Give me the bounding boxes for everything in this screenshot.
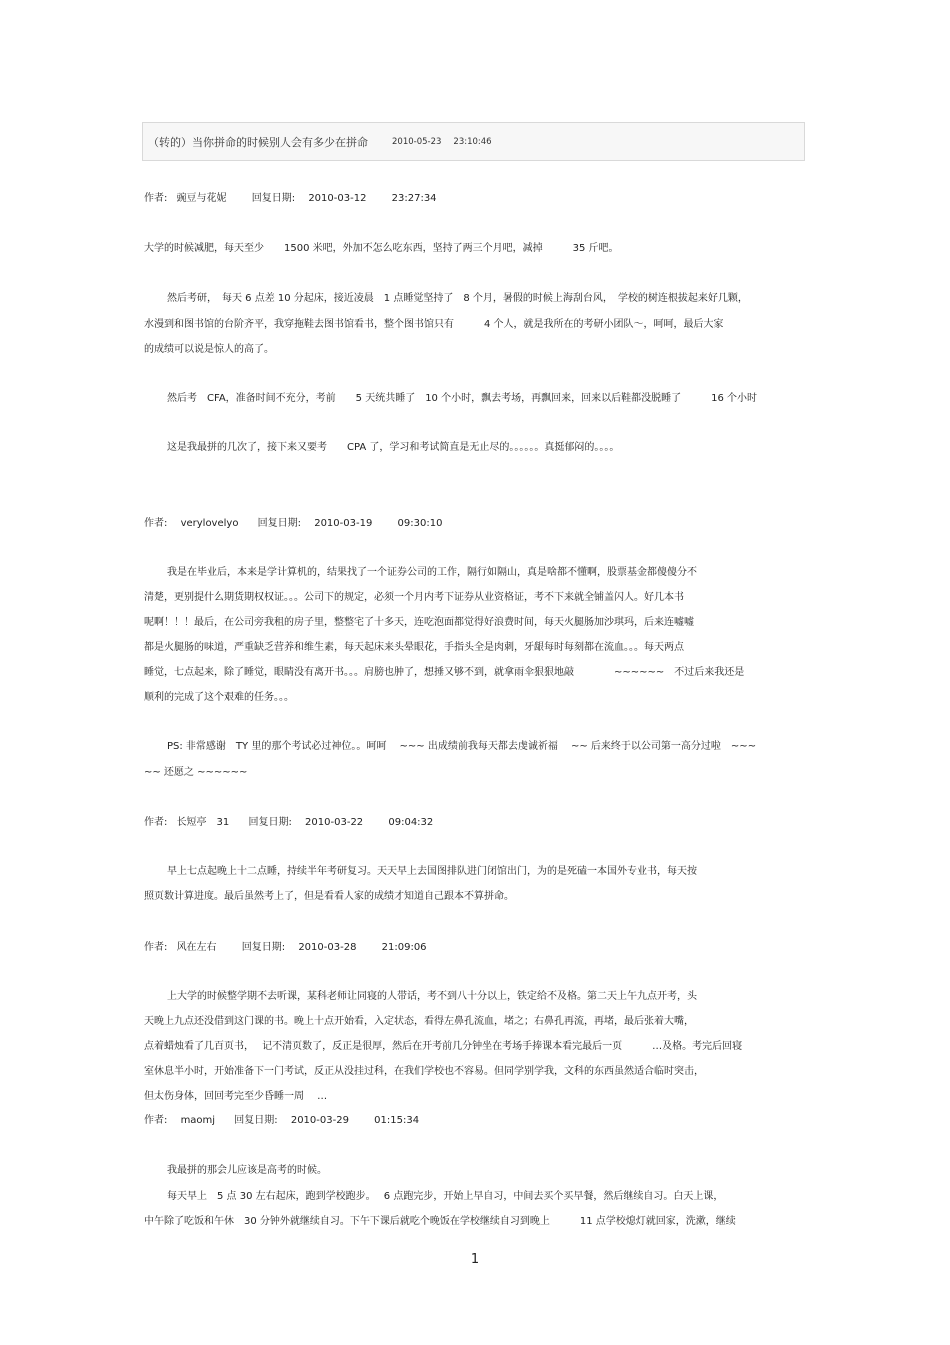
author-label: 作者:	[144, 1115, 168, 1126]
paragraph-line: 呢啊！！！最后，在公司旁我租的房子里，整整宅了十多天，连吃泡面都觉得好浪费时间，每天火腿肠加沙琪玛，后来连嘘嘘	[144, 617, 694, 628]
author-name: 风在左右	[176, 942, 217, 953]
author-label: 作者:	[144, 193, 168, 204]
author-label: 作者:	[144, 942, 168, 953]
post-date: 2010-05-23	[392, 136, 442, 147]
reply-date-label: 回复日期:	[251, 193, 296, 204]
paragraph-line: 上大学的时候整学期不去听课，某科老师让同寝的人带话，考不到八十分以上，铁定给不及格。第二天上午九点开考，头	[167, 991, 697, 1002]
reply-date: 2010-03-22	[305, 817, 364, 828]
paragraph-line: 大学的时候减肥，每天至少 1500 米吧，外加不怎么吃东西，坚持了两三个月吧，减掉 35 斤吧。	[144, 243, 619, 254]
paragraph-line: 早上七点起晚上十二点睡，持续半年考研复习。天天早上去国图排队进门闭馆出门，为的是死磕一本国外专业书，每天按	[167, 866, 697, 877]
paragraph-line: 中午除了吃饭和午休 30 分钟外就继续自习。下午下课后就吃个晚饭在学校继续自习到晚上 11 点学校熄灯就回家，洗漱，继续	[144, 1216, 736, 1227]
author-label: 作者:	[144, 518, 168, 529]
paragraph-line: 然后考研， 每天 6 点差 10 分起床，接近凌晨 1 点睡觉坚持了 8 个月，暑假的时候上海刮台风， 学校的树连根拔起来好几颗，	[167, 293, 748, 304]
paragraph-line: 水漫到和图书馆的台阶齐平，我穿拖鞋去图书馆看书，整个图书馆只有 4 个人，就是我所在的考研小团队～，呵呵，最后大家	[144, 319, 724, 330]
reply-date-label: 回复日期:	[257, 518, 302, 529]
paragraph-line: 睡觉，七点起来，除了睡觉，眼睛没有离开书。。。肩膀也肿了，想捶又够不到，就拿雨伞狠狠地敲 ~~~~~~ 不过后来我还是	[144, 667, 745, 678]
reply-time: 09:04:32	[388, 817, 434, 828]
reply-date: 2010-03-19	[314, 518, 373, 529]
paragraph-line: 我最拼的那会儿应该是高考的时候。	[167, 1165, 327, 1176]
reply-meta-4	[144, 938, 427, 953]
author-name: verylovelyo	[180, 518, 239, 529]
paragraph-line: 我是在毕业后，本来是学计算机的，结果找了一个证券公司的工作，隔行如隔山，真是啥都不懂啊，股票基金都傻傻分不	[167, 567, 697, 578]
paragraph-line: 的成绩可以说是惊人的高了。	[144, 344, 274, 355]
reply-date: 2010-03-28	[298, 942, 357, 953]
author-name: maomj	[180, 1115, 216, 1126]
author-name: 豌豆与花妮	[176, 193, 227, 204]
paragraph-line: 照页数计算进度。最后虽然考上了，但是看看人家的成绩才知道自己跟本不算拼命。	[144, 891, 514, 902]
reply-meta-1	[144, 189, 437, 204]
author-name: 长短亭 31	[176, 817, 230, 828]
reply-date-label: 回复日期:	[234, 1115, 278, 1126]
paragraph-line: 都是火腿肠的味道，严重缺乏营养和维生素，每天起床来头晕眼花，手指头全是肉刺，牙龈每时每刻都在流血。。。每天两点	[144, 642, 684, 653]
paragraph-line: 然后考 CFA，准备时间不充分，考前 5 天统共睡了 10 个小时，飘去考场，再飘回来，回来以后鞋都没脱睡了 16 个小时	[167, 393, 758, 404]
paragraph-line: 点着蜡烛看了几百页书， 记不清页数了，反正是很厚，然后在开考前几分钟坐在考场手捧课本看完最后一页 …及格。考完后回寝	[144, 1041, 743, 1052]
reply-meta-5	[144, 1111, 419, 1126]
page-number: 1	[470, 1252, 480, 1267]
post-time: 23:10:46	[453, 136, 492, 147]
author-label: 作者:	[144, 817, 168, 828]
post-title-bar	[142, 122, 805, 161]
paragraph-line: 天晚上九点还没借到这门课的书。晚上十点开始看，入定状态，看得左鼻孔流血，堵之；右鼻孔再流，再堵，最后张着大嘴，	[144, 1016, 694, 1027]
paragraph-line: 室休息半小时，开始准备下一门考试，反正从没挂过科，在我们学校也不容易。但同学别学我，文科的东西虽然适合临时突击，	[144, 1066, 704, 1077]
paragraph-line: ~~ 还愿之 ~~~~~~	[144, 767, 248, 778]
paragraph-line: 每天早上 5 点 30 左右起床，跑到学校跑步。 6 点跑完步，开始上早自习，中间去买个买早餐，然后继续自习。白天上课，	[167, 1191, 724, 1202]
reply-time: 21:09:06	[381, 942, 427, 953]
reply-time: 01:15:34	[374, 1115, 420, 1126]
paragraph-line: 这是我最拼的几次了，接下来又要考 CPA 了，学习和考试简直是无止尽的。。。。。。真挺郁闷的。。。。	[167, 442, 620, 453]
paragraph-line: PS: 非常感谢 TY 里的那个考试必过神位。。呵呵 ~~~ 出成绩前我每天都去虔诚祈福 ~~ 后来终于以公司第一高分过啦 ~~~	[167, 741, 757, 752]
paragraph-line: 清楚，更别提什么期货期权权证。。。公司下的规定，必须一个月内考下证券从业资格证，考不下来就全铺盖闪人。好几本书	[144, 592, 684, 603]
reply-time: 09:30:10	[397, 518, 443, 529]
reply-time: 23:27:34	[391, 193, 437, 204]
reply-date: 2010-03-29	[290, 1115, 349, 1126]
reply-meta-3	[144, 813, 433, 828]
reply-date: 2010-03-12	[308, 193, 367, 204]
post-title: （转的）当你拼命的时候别人会有多少在拼命	[148, 135, 368, 149]
reply-date-label: 回复日期:	[248, 817, 292, 828]
paragraph-line: 顺利的完成了这个艰难的任务。。。	[144, 692, 294, 703]
reply-meta-2	[144, 514, 442, 529]
reply-date-label: 回复日期:	[241, 942, 286, 953]
paragraph-line: 但太伤身体，回回考完至少昏睡一周 …	[144, 1091, 328, 1102]
